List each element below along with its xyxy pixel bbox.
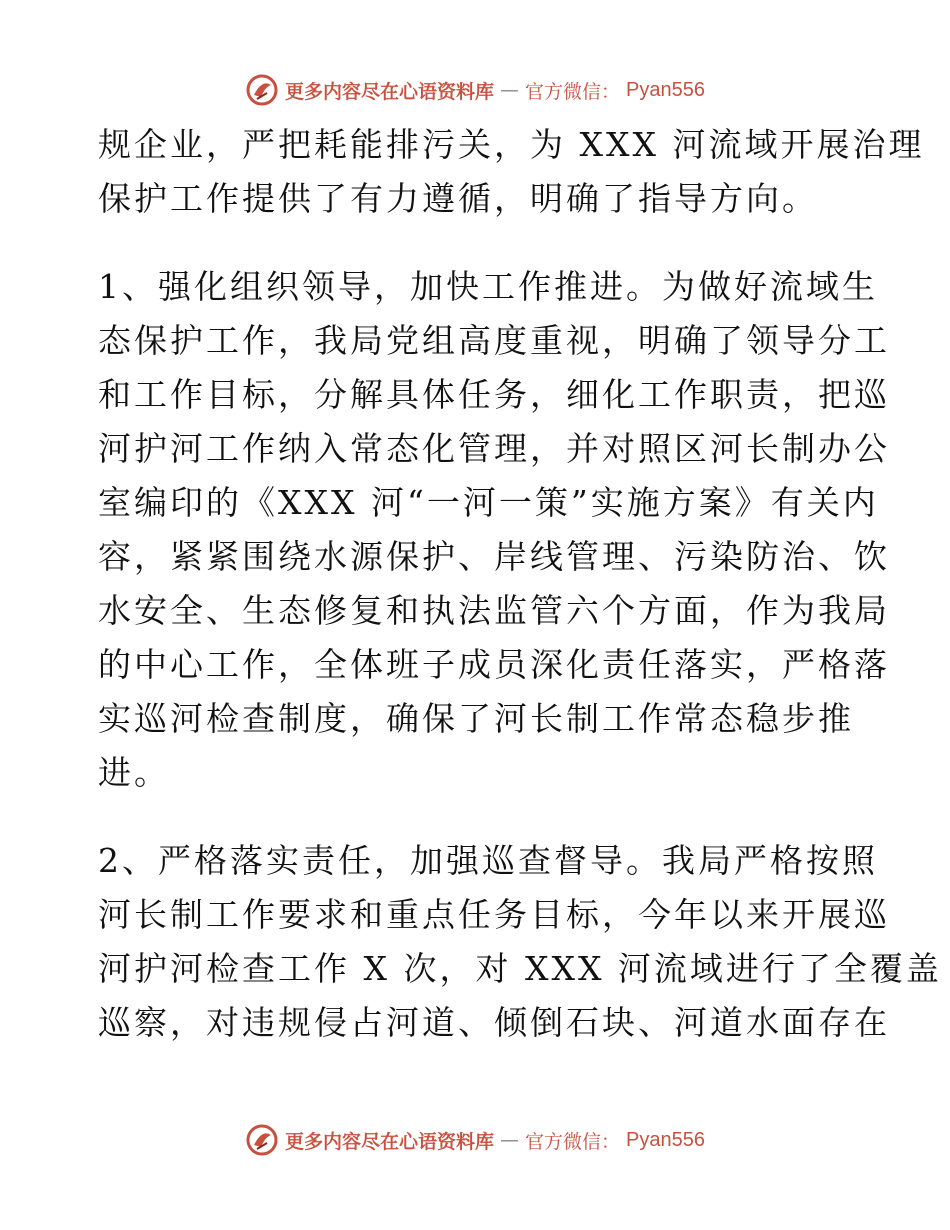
text-line: 保护工作提供了有力遵循，明确了指导方向。 (98, 179, 818, 218)
text-line: 1、强化组织领导，加快工作推进。为做好流域生 (98, 267, 878, 306)
text-line: 水安全、生态修复和执法监管六个方面，作为我局 (98, 591, 890, 630)
text-line: 室编印的《XXX 河“一河一策”实施方案》有关内 (98, 483, 879, 522)
watermark-site-text: 更多内容尽在心语资料库 (285, 1130, 495, 1153)
watermark-separator: — (500, 79, 520, 101)
watermark-separator: — (500, 1129, 520, 1151)
text-line: 2、严格落实责任，加强巡查督导。我局严格按照 (98, 841, 878, 880)
watermark-official-text: 官方微信： (525, 1130, 621, 1153)
paragraph-item-2 (98, 834, 942, 1050)
watermark-official-text: 官方微信： (525, 80, 621, 103)
text-line: 和工作目标，分解具体任务，细化工作职责，把巡 (98, 375, 890, 414)
logo-icon (245, 73, 279, 107)
watermark-wechat-id: Pyan556 (626, 78, 705, 101)
text-line: 河护河工作纳入常态化管理，并对照区河长制办公 (98, 429, 890, 468)
document-body (98, 118, 942, 1050)
watermark-site-text: 更多内容尽在心语资料库 (285, 80, 495, 103)
text-line: 实巡河检查制度，确保了河长制工作常态稳步推 (98, 699, 854, 738)
header-watermark (0, 70, 950, 110)
footer-watermark (0, 1120, 950, 1160)
paragraph-item-1 (98, 260, 890, 800)
text-line: 河长制工作要求和重点任务目标，今年以来开展巡 (98, 895, 890, 934)
text-line: 进。 (98, 753, 170, 792)
text-line: 规企业，严把耗能排污关，为 XXX 河流域开展治理 (98, 125, 925, 164)
text-line: 巡察，对违规侵占河道、倾倒石块、河道水面存在 (98, 1003, 890, 1042)
paragraph-continuation (98, 118, 925, 226)
text-line: 的中心工作，全体班子成员深化责任落实，严格落 (98, 645, 890, 684)
logo-icon (245, 1123, 279, 1157)
text-line: 河护河检查工作 X 次，对 XXX 河流域进行了全覆盖 (98, 949, 942, 988)
text-line: 态保护工作，我局党组高度重视，明确了领导分工 (98, 321, 890, 360)
watermark-wechat-id: Pyan556 (626, 1128, 705, 1151)
text-line: 容，紧紧围绕水源保护、岸线管理、污染防治、饮 (98, 537, 890, 576)
